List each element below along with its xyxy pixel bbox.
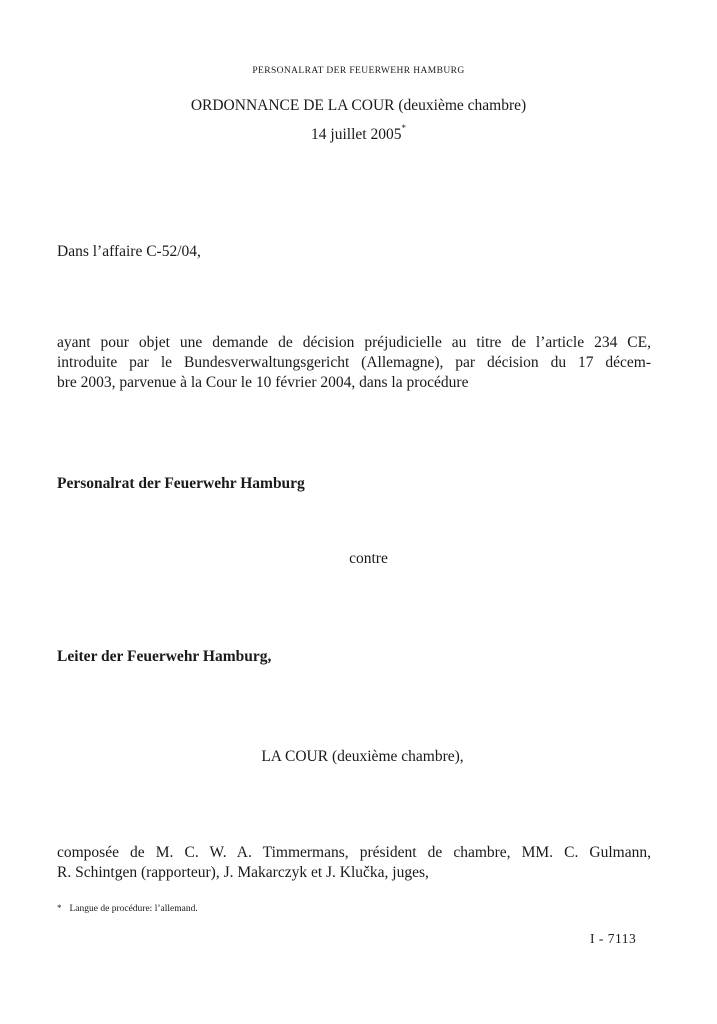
subject-line: ayant pour objet une demande de décision préjudicielle au titre de l’article 234 CE, <box>57 334 651 351</box>
versus-label: contre <box>349 550 388 567</box>
page-number: I - 7113 <box>590 931 637 946</box>
running-header: PERSONALRAT DER FEUERWEHR HAMBURG <box>252 66 465 76</box>
footnote-marker: * <box>57 903 62 913</box>
footnote-text: Langue de procédure: l’allemand. <box>69 904 198 914</box>
subject-line: bre 2003, parvenue à la Cour le 10 février 2004, dans la procédure <box>57 374 469 391</box>
defendant-party: Leiter der Feuerwehr Hamburg, <box>57 648 272 665</box>
composition-line: R. Schintgen (rapporteur), J. Makarczyk et J. Klučka, juges, <box>57 864 429 881</box>
case-reference: Dans l’affaire C-52/04, <box>57 243 201 260</box>
composition-line: composée de M. C. W. A. Timmermans, président de chambre, MM. C. Gulmann, <box>57 844 651 861</box>
document-title: ORDONNANCE DE LA COUR (deuxième chambre) <box>190 97 527 114</box>
subject-line: introduite par le Bundesverwaltungsgericht (Allemagne), par décision du 17 décem- <box>57 354 651 371</box>
document-date-line <box>0 120 717 145</box>
subject-paragraph <box>57 333 651 393</box>
court-heading: LA COUR (deuxième chambre), <box>261 748 464 765</box>
footnote-reference: * <box>401 123 406 133</box>
applicant-party: Personalrat der Feuerwehr Hamburg <box>57 475 305 492</box>
court-composition <box>57 843 651 883</box>
document-date: 14 juillet 2005 <box>311 126 402 144</box>
footnote <box>57 903 198 914</box>
